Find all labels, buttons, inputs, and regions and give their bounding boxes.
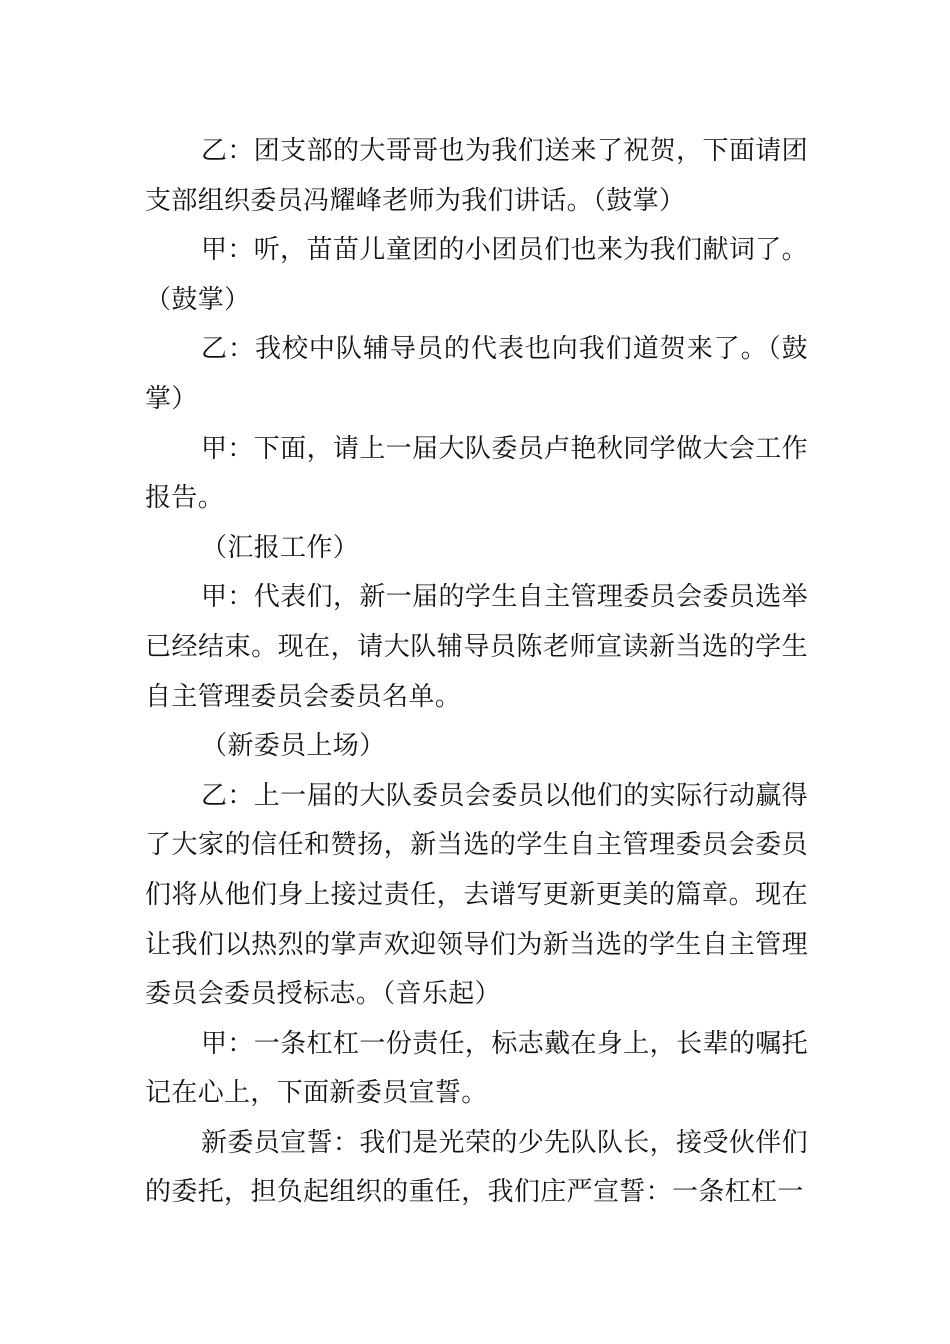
paragraph: （新委员上场） [201,731,386,762]
paragraph: 乙：上一届的大队委员会委员以他们的实际行动赢得了大家的信任和赞扬，新当选的学生自主管理委员会委员们将从他们身上接过责任，去谱写更新更美的篇章。现在让我们以热烈的掌声欢迎领导们为新当选的学生自主管理委员会委员授标志。（音乐起） [145,780,808,1010]
paragraph: （汇报工作） [201,532,360,563]
paragraph: 乙：团支部的大哥哥也为我们送来了祝贺，下面请团支部组织委员冯耀峰老师为我们讲话。（鼓掌） [145,136,808,216]
paragraph: 乙：我校中队辅导员的代表也向我们道贺来了。（鼓掌） [145,334,808,414]
paragraph: 甲：代表们，新一届的学生自主管理委员会委员选举已经结束。现在，请大队辅导员陈老师宣读新当选的学生自主管理委员会委员名单。 [145,582,808,712]
paragraph: 甲：一条杠杠一份责任，标志戴在身上，长辈的嘱托记在心上，下面新委员宣誓。 [145,1028,808,1109]
paragraph: 甲：听，苗苗儿童团的小团员们也来为我们献词了。（鼓掌） [145,235,808,315]
paragraph: 新委员宣誓：我们是光荣的少先队队长，接受伙伴们的委托，担负起组织的重任，我们庄严宣誓：一条杠杠一 [145,1127,808,1208]
document-body [145,127,808,1218]
paragraph: 甲：下面，请上一届大队委员卢艳秋同学做大会工作报告。 [145,433,808,514]
